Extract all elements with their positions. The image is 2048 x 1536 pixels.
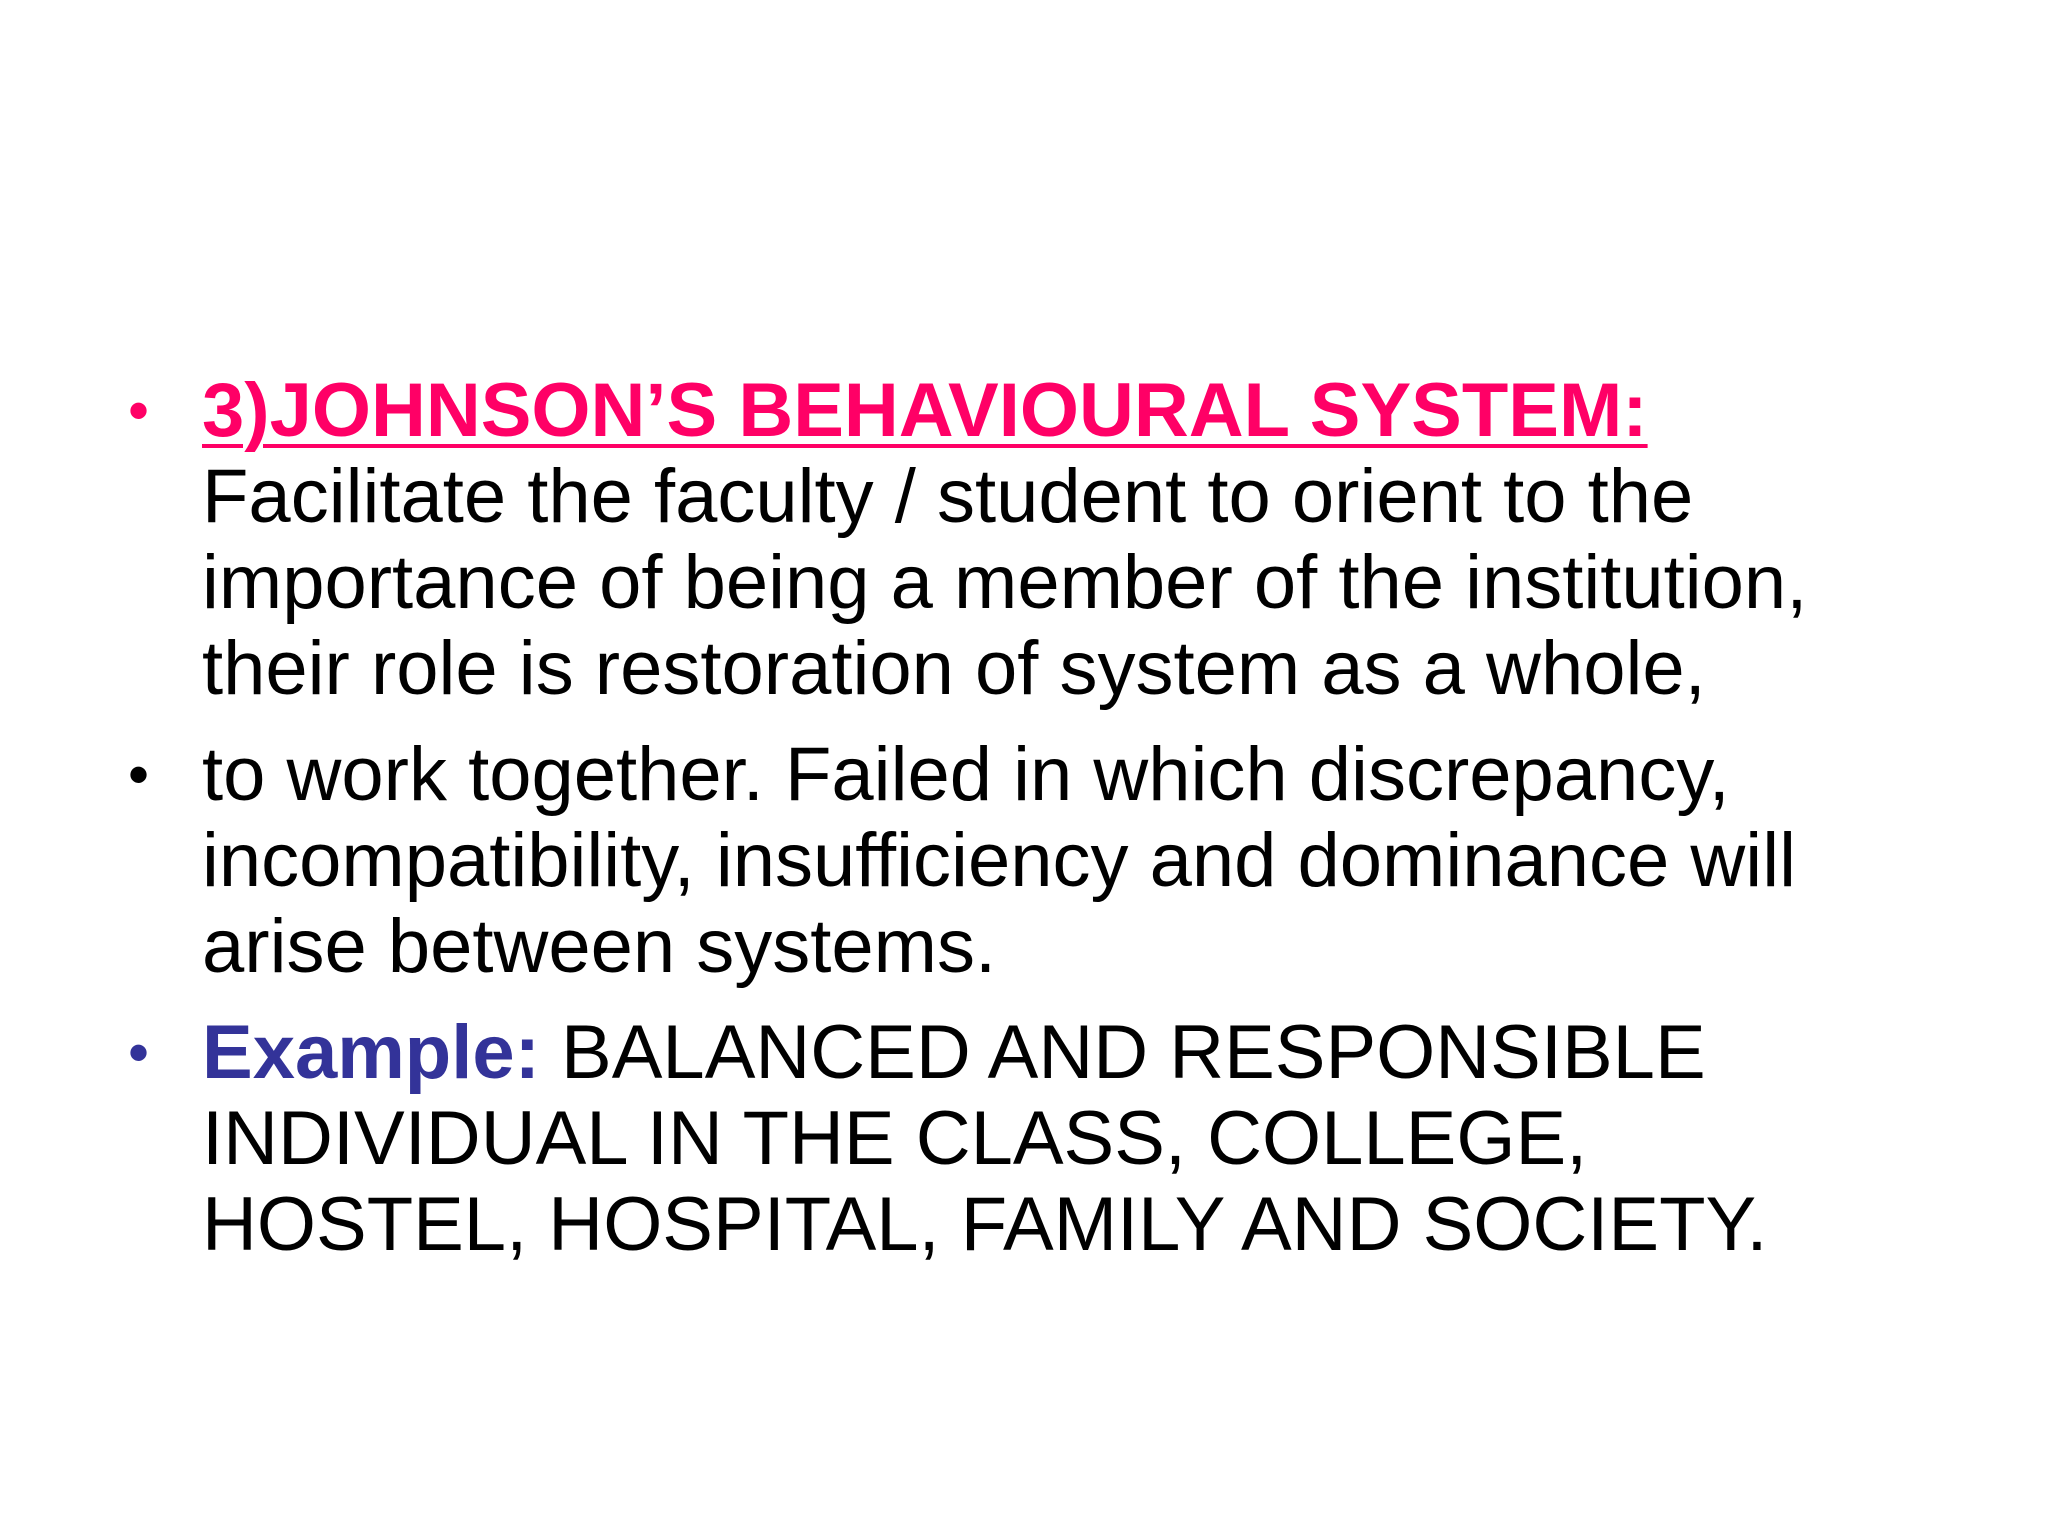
bullet-list (120, 368, 1960, 1288)
body-line: their role is restoration of system as a whole, (202, 626, 1706, 711)
bullet-example (120, 1010, 1960, 1268)
bullet-dot-icon: • (128, 1019, 150, 1086)
example-label: Example: (202, 1010, 540, 1095)
body-line: to work together. Failed in which discrepancy, (202, 732, 1730, 817)
bullet-johnsons-system (120, 368, 1960, 712)
section-heading: 3)JOHNSON’S BEHAVIOURAL SYSTEM: (202, 368, 1648, 453)
example-first-line (202, 1010, 1960, 1096)
bullet-dot-icon: • (128, 741, 150, 808)
bullet-work-together (120, 732, 1960, 990)
body-line: Facilitate the faculty / student to orient to the (202, 454, 1694, 539)
body-line: HOSTEL, HOSPITAL, FAMILY AND SOCIETY. (202, 1182, 1768, 1267)
body-line: INDIVIDUAL IN THE CLASS, COLLEGE, (202, 1096, 1588, 1181)
bullet-dot-icon: • (128, 377, 150, 444)
body-line: importance of being a member of the institution, (202, 540, 1808, 625)
example-text: BALANCED AND RESPONSIBLE (539, 1010, 1706, 1095)
body-line: incompatibility, insufficiency and dominance will (202, 818, 1796, 903)
body-line: arise between systems. (202, 904, 997, 989)
